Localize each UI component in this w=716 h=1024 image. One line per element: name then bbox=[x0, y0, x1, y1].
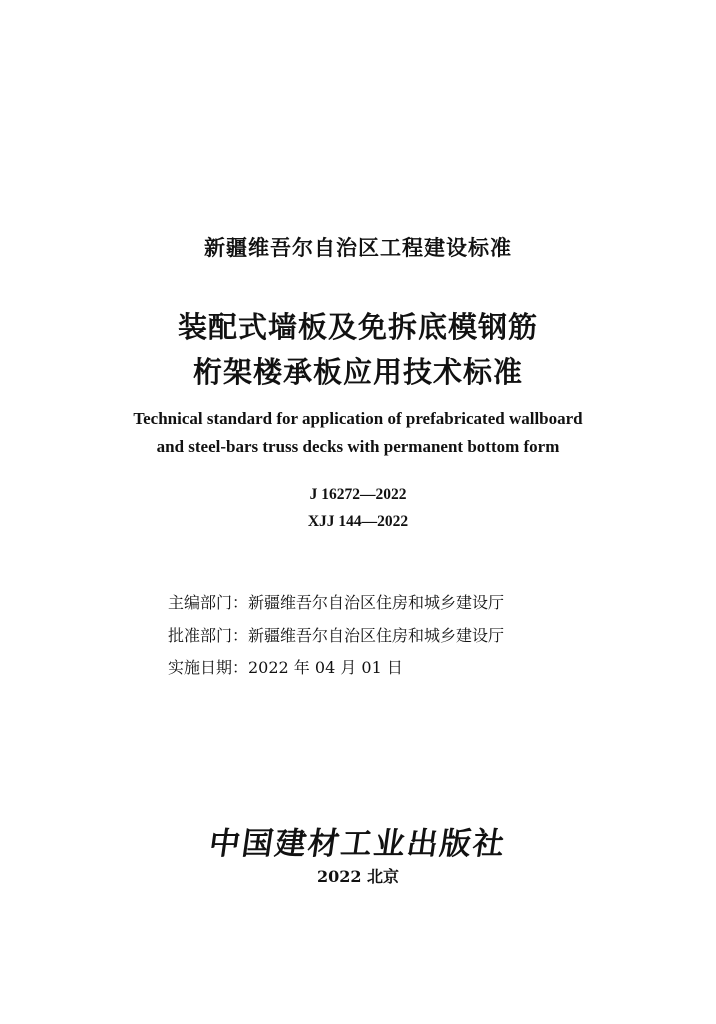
standard-code-1: J 16272—2022 bbox=[309, 486, 407, 503]
title-en-line2: and steel-bars truss decks with permanent bottom form bbox=[156, 437, 560, 456]
effective-date: 实施日期：2022 年 04 月 01 日 bbox=[168, 658, 403, 677]
approval-department: 批准部门：新疆维吾尔自治区住房和城乡建设厅 bbox=[168, 626, 505, 645]
series-title: 新疆维吾尔自治区工程建设标准 bbox=[204, 236, 512, 260]
title-cn-line2: 桁架楼承板应用技术标准 bbox=[192, 355, 523, 389]
title-cn-line1: 装配式墙板及免拆底模钢筋 bbox=[177, 310, 538, 344]
standard-code-2: XJJ 144—2022 bbox=[307, 513, 409, 530]
editor-department: 主编部门：新疆维吾尔自治区住房和城乡建设厅 bbox=[168, 593, 505, 612]
publication-place-year: 2022 北京 bbox=[316, 867, 400, 886]
publisher-logo: 中国建材工业出版社 bbox=[206, 826, 509, 862]
title-en-line1: Technical standard for application of prefabricated wallboard bbox=[133, 409, 583, 428]
